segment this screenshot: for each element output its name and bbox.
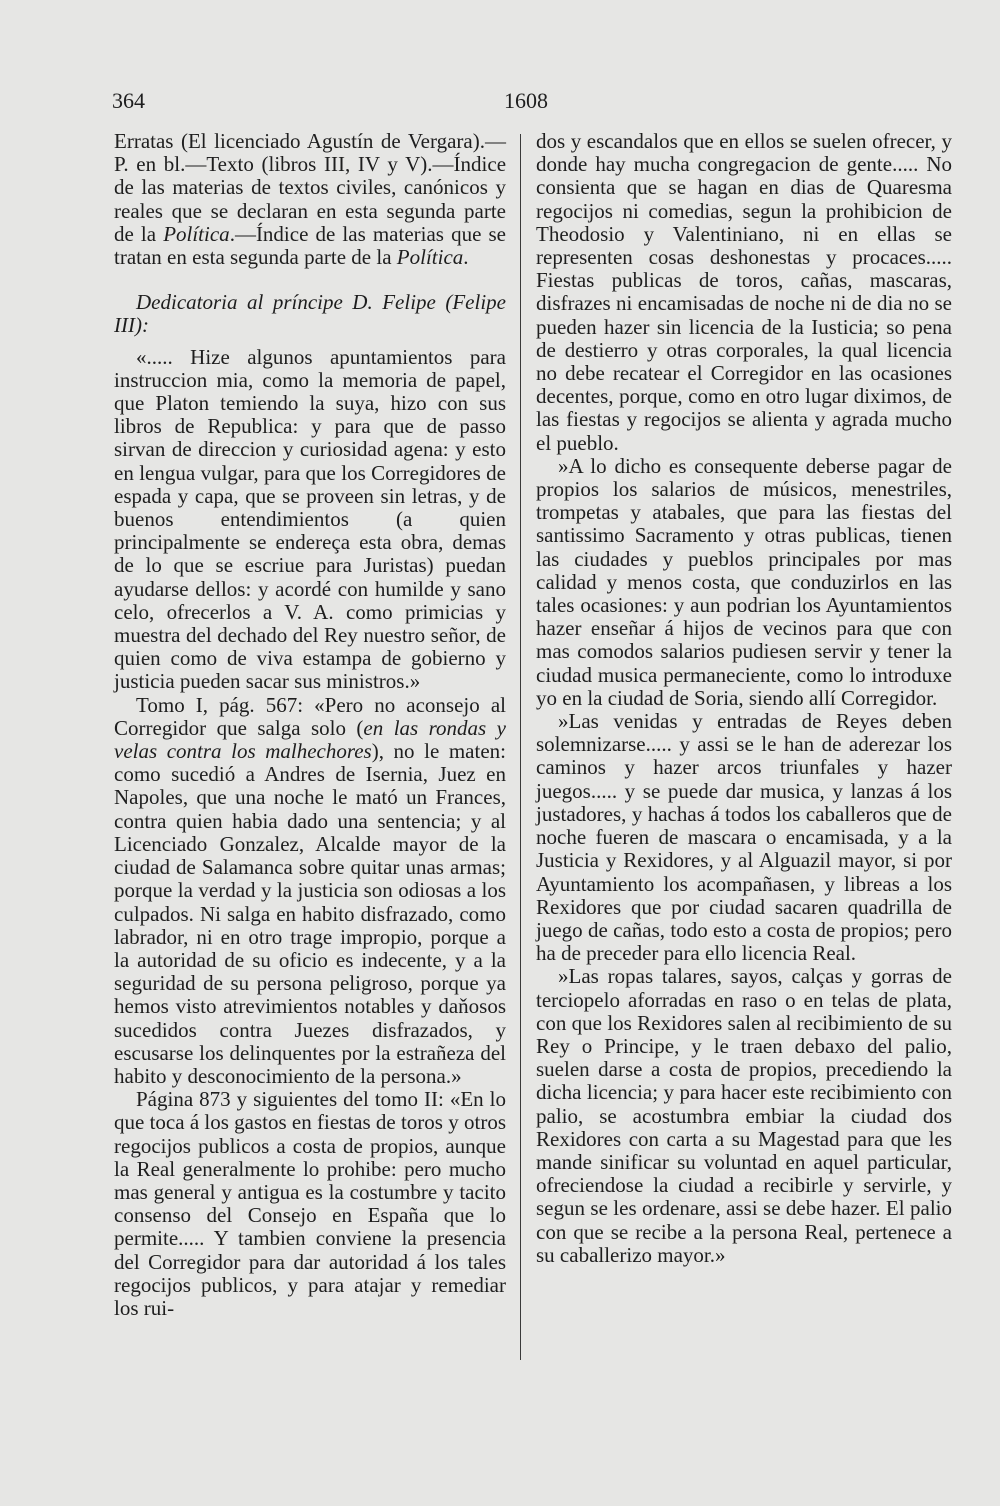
column-divider: [520, 134, 521, 1360]
left-column: [114, 130, 506, 1320]
tomo-quote: Tomo I, pág. 567: «Pero no aconsejo al Corregidor que salga solo (en las rondas y velas contra los malhechores), no le maten: como sucedió a Andres de Isernia, Juez en Napoles, que una noche le mató un Frances, contra quien habia dado una sentencia; y al Licenciado Gonzalez, Alcalde mayor de la ciudad de Salamanca sobre quitar unas armas; porque la verdad y la justicia son odiosas a los culpados. Ni salga en habito disfrazado, como labrador, ni en otro trage impropio, porque a la autoridad de su oficio es indecente, y a la seguridad de su persona peligroso, porque ya hemos visto atrevimientos notables y daňosos sucedidos contra Juezes disfrazados, y escusarse los delinquentes por la estrañeza del habito y desconocimiento de la persona.»: [114, 692, 506, 1088]
right-paragraph-4: »Las ropas talares, sayos, calças y gorras de terciopelo aforradas en raso o en telas de plata, con que los Rexidores salen al recibimiento de su Rey o Principe, y le traen debaxo del palio, suelen darse a costa de propios, precediendo la dicha licencia; y para hacer este recibimiento con palio, se acostumbra embiar la ciudad dos Rexidores con carta a su Magestad para que les mande sinificar su voluntad en aquel particular, ofreciendose la ciudad a recibirle y servirle, y segun se les ordenare, assi se debe hazer. El palio con que se recibe a la persona Real, pertenece a su caballerizo mayor.»: [536, 964, 952, 1267]
bibliographic-description: Erratas (El licenciado Agustín de Vergara).—P. en bl.—Texto (libros III, IV y V).—Índice de las materias de textos civiles, canónicos y reales que se declaran en esta segunda parte de la Política.—Índice de las materias que se tratan en esta segunda parte de la Política.: [114, 129, 507, 270]
header-year: 1608: [504, 88, 548, 113]
pagina-quote: Página 873 y siguientes del tomo II: «En lo que toca á los gastos en fiestas de toros y otros regocijos publicos a costa de propios, aunque la Real generalmente lo prohibe: pero mucho mas general y antigua es la costumbre y tacito consenso del Consejo en España que lo permite..... Y tambien conviene la presencia del Corregidor para dar autoridad á los tales regocijos publicos, y para atajar y remediar los rui-: [114, 1087, 506, 1320]
right-column: [536, 130, 952, 1267]
right-paragraph-3: »Las venidas y entradas de Reyes deben solemnizarse..... y assi se le han de aderezar los caminos y hazer arcos triunfales y hazer juegos..... y se puede dar musica, y lanzas á los justadores, y hachas á todos los caballeros que de noche fueren de mascara o encamisada, y a la Justicia y Rexidores, y al Alguazil mayor, si por Ayuntamiento los acompañasen, y libreas a los Rexidores que por ciudad sacaren quadrilla de juego de cañas, todo esto a costa de propios; pero ha de preceder para ello licencia Real.: [536, 709, 952, 966]
right-paragraph-2: »A lo dicho es consequente deberse pagar de propios los salarios de músicos, menestriles, trompetas y atabales, que para las fiestas del santissimo Sacramento y otras publicas, tienen las ciudades y pueblos principales por mas calidad y menos costa, que conduzirlos en las tales ocasiones: y aun podrian los Ayuntamientos hazer enseñar á hijos de vecinos para que con mas comodos salarios pudiesen servir y tener la ciudad musica permaneciente, como lo introduxe yo en la ciudad de Soria, siendo allí Corregidor.: [536, 453, 952, 710]
dedication-quote: «..... Hize algunos apuntamientos para instruccion mia, como la memoria de papel, que Platon temiendo la suya, hizo con sus libros de Republica: y para que de passo sirvan de direccion y curiosidad agena: y esto en lengua vulgar, para que los Corregidores de espada y capa, que se proveen sin letras, y de buenos entendimientos (a quien principalmente se endereça esta obra, demas de lo que se escriue para Juristas) puedan ayudarse dellos: y acordé con humilde y sano celo, ofrecerlos a V. A. como primicias y muestra del dechado del Rey nuestro señor, de quien como de viva estampa de gobierno y justicia pueden sacar sus ministros.»: [114, 344, 506, 694]
page-number: 364: [112, 88, 145, 113]
right-paragraph-1: dos y escandalos que en ellos se suelen ofrecer, y donde hay mucha congregacion de gente..... No consienta que se hagan en dias de Quaresma regocijos ni comedias, segun la prohibicion de Theodosio y Valentiniano, ni en ellas se representen cosas deshonestas y procaces..... Fiestas publicas de toros, cañas, mascaras, disfrazes ni encamisadas de noche ni de dia no se pueden hazer sin licencia de la Iusticia; so pena de destierro y otras corporales, la qual licencia no debe recatear el Corregidor en las ocasiones decentes, porque, como en otro lugar diximos, de las fiestas y regocijos se alienta y agrada mucho el pueblo.: [536, 129, 952, 455]
dedication-heading: Dedicatoria al príncipe D. Felipe (Felipe III):: [114, 290, 506, 338]
